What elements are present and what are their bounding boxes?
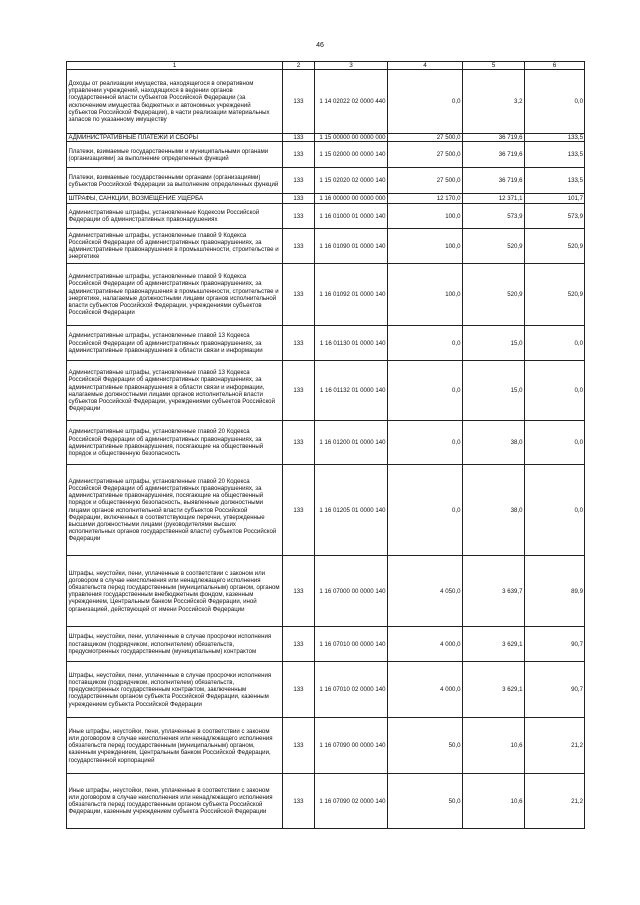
row-actual-cell: 12 371,1: [463, 194, 525, 204]
row-actual-cell: 573,9: [463, 204, 525, 229]
row-name-cell: Административные штрафы, установленные главой 13 Кодекса Российской Федерации об административных правонарушениях, за административные правонарушения в области связи и информации: [67, 326, 283, 361]
table-row: [67, 361, 585, 421]
table-row: [67, 142, 585, 168]
row-plan-cell: 4 000,0: [388, 627, 463, 662]
row-actual-cell: 38,0: [463, 465, 525, 556]
row-plan-cell: 0,0: [388, 326, 463, 361]
row-name-cell: Штрафы, неустойки, пени, уплаченные в случае просрочки исполнения поставщиком (подрядчиком, исполнителем) обязательств, предусмотренных государственным (муниципальным) контрактом: [67, 627, 283, 662]
row-percent-cell: 90,7: [525, 627, 585, 662]
row-actual-cell: 520,9: [463, 264, 525, 326]
row-percent-cell: 21,2: [525, 718, 585, 774]
row-plan-cell: 0,0: [388, 70, 463, 134]
row-plan-cell: 50,0: [388, 774, 463, 829]
row-code-cell: 133: [283, 774, 315, 829]
table-row: [67, 718, 585, 774]
row-kbk-cell: 1 16 01205 01 0000 140: [315, 465, 388, 556]
row-code-cell: 133: [283, 718, 315, 774]
table-row: [67, 264, 585, 326]
row-code-cell: 133: [283, 168, 315, 194]
row-actual-cell: 3,2: [463, 70, 525, 134]
table-row: [67, 229, 585, 264]
row-code-cell: 133: [283, 627, 315, 662]
table-row: [67, 662, 585, 718]
table-row: [67, 168, 585, 194]
row-code-cell: 133: [283, 204, 315, 229]
row-kbk-cell: 1 15 02020 02 0000 140: [315, 168, 388, 194]
table-row: [67, 194, 585, 204]
row-kbk-cell: 1 16 01200 01 0000 140: [315, 421, 388, 465]
row-actual-cell: 36 719,6: [463, 168, 525, 194]
row-kbk-cell: 1 16 01000 01 0000 140: [315, 204, 388, 229]
row-name-cell: Доходы от реализации имущества, находящегося в оперативном управлении учреждений, находящихся в ведении органов государственной власти субъектов Российской Федерации (за исключением имущества бюджетных и автономных учреждений субъектов Российской Федерации), в части реализации материальных запасов по указанному имуществу: [67, 70, 283, 134]
row-plan-cell: 100,0: [388, 264, 463, 326]
row-code-cell: 133: [283, 229, 315, 264]
row-actual-cell: 3 639,7: [463, 556, 525, 627]
row-percent-cell: 89,9: [525, 556, 585, 627]
table-row: [67, 556, 585, 627]
row-kbk-cell: 1 16 07010 00 0000 140: [315, 627, 388, 662]
revenue-table: [66, 61, 585, 829]
table-row: [67, 465, 585, 556]
row-kbk-cell: 1 16 01090 01 0000 140: [315, 229, 388, 264]
row-code-cell: 133: [283, 662, 315, 718]
row-name-cell: ШТРАФЫ, САНКЦИИ, ВОЗМЕЩЕНИЕ УЩЕРБА: [67, 194, 283, 204]
row-percent-cell: 21,2: [525, 774, 585, 829]
row-kbk-cell: 1 16 01130 01 0000 140: [315, 326, 388, 361]
row-kbk-cell: 1 16 07010 02 0000 140: [315, 662, 388, 718]
row-name-cell: Платежи, взимаемые государственными и муниципальными органами (организациями) за выполнение определенных функций: [67, 142, 283, 168]
row-actual-cell: 10,6: [463, 718, 525, 774]
row-percent-cell: 573,9: [525, 204, 585, 229]
row-name-cell: Административные штрафы, установленные главой 20 Кодекса Российской Федерации об административных правонарушениях, за административные правонарушения, посягающие на общественный порядок и общественную безопасность: [67, 421, 283, 465]
row-kbk-cell: 1 16 07090 02 0000 140: [315, 774, 388, 829]
row-percent-cell: 0,0: [525, 465, 585, 556]
row-kbk-cell: 1 16 07090 00 0000 140: [315, 718, 388, 774]
row-name-cell: Иные штрафы, неустойки, пени, уплаченные в соответствии с законом или договором в случае неисполнения или ненадлежащего исполнения обязательств перед государственным (муниципальным) органом, казенным учреждением, Центральным банком Российской Федерации, государственной корпорацией: [67, 718, 283, 774]
row-percent-cell: 0,0: [525, 326, 585, 361]
row-name-cell: Административные штрафы, установленные главой 9 Кодекса Российской Федерации об административных правонарушениях, за административные правонарушения в промышленности, строительстве и энергетике, налагаемые должностными лицами органов исполнительной власти субъектов Российской Федерации, учреждениями субъектов Российской Федерации: [67, 264, 283, 326]
row-plan-cell: 100,0: [388, 229, 463, 264]
row-actual-cell: 15,0: [463, 326, 525, 361]
row-kbk-cell: 1 14 02022 02 0000 440: [315, 70, 388, 134]
row-plan-cell: 27 500,0: [388, 142, 463, 168]
row-name-cell: Административные штрафы, установленные главой 20 Кодекса Российской Федерации об административных правонарушениях, за административные правонарушения, посягающие на общественный порядок и общественную безопасность, выявленные должностными лицами органов исполнительной власти субъектов Российской Федерации, включенных в соответствующие перечни, утвержденные высшими должностными лицами (руководителями высших исполнительных органов государственной власти) субъектов Российской Федерации: [67, 465, 283, 556]
row-plan-cell: 50,0: [388, 718, 463, 774]
row-percent-cell: 90,7: [525, 662, 585, 718]
header-cell: 4: [388, 62, 463, 70]
header-cell: 6: [525, 62, 585, 70]
row-code-cell: 133: [283, 142, 315, 168]
row-actual-cell: 10,6: [463, 774, 525, 829]
table-row: [67, 326, 585, 361]
header-cell: 5: [463, 62, 525, 70]
row-percent-cell: 520,9: [525, 264, 585, 326]
row-code-cell: 133: [283, 465, 315, 556]
row-percent-cell: 133,5: [525, 142, 585, 168]
row-actual-cell: 520,9: [463, 229, 525, 264]
row-plan-cell: 27 500,0: [388, 168, 463, 194]
row-name-cell: Административные штрафы, установленные Кодексом Российской Федерации об административных правонарушениях: [67, 204, 283, 229]
table-row: [67, 70, 585, 134]
row-actual-cell: 15,0: [463, 361, 525, 421]
row-actual-cell: 36 719,6: [463, 134, 525, 142]
page-number: 46: [316, 42, 324, 49]
row-plan-cell: 4 000,0: [388, 662, 463, 718]
table-header-row: [67, 62, 585, 70]
row-plan-cell: 0,0: [388, 465, 463, 556]
row-kbk-cell: 1 16 01092 01 0000 140: [315, 264, 388, 326]
row-percent-cell: 0,0: [525, 361, 585, 421]
row-actual-cell: 3 629,1: [463, 662, 525, 718]
row-code-cell: 133: [283, 134, 315, 142]
row-kbk-cell: 1 16 01132 01 0000 140: [315, 361, 388, 421]
row-name-cell: Иные штрафы, неустойки, пени, уплаченные в соответствии с законом или договором в случае неисполнения или ненадлежащего исполнения обязательств перед государственным органом субъекта Российской Федерации, казенным учреждением субъекта Российской Федерации: [67, 774, 283, 829]
row-percent-cell: 133,5: [525, 134, 585, 142]
row-plan-cell: 100,0: [388, 204, 463, 229]
row-plan-cell: 0,0: [388, 421, 463, 465]
row-percent-cell: 133,5: [525, 168, 585, 194]
row-kbk-cell: 1 16 07000 00 0000 140: [315, 556, 388, 627]
row-percent-cell: 101,7: [525, 194, 585, 204]
table-row: [67, 421, 585, 465]
row-name-cell: АДМИНИСТРАТИВНЫЕ ПЛАТЕЖИ И СБОРЫ: [67, 134, 283, 142]
table-row: [67, 204, 585, 229]
row-plan-cell: 12 170,0: [388, 194, 463, 204]
row-name-cell: Платежи, взимаемые государственными органами (организациями) субъектов Российской Федерации за выполнение определенных функций: [67, 168, 283, 194]
table-row: [67, 134, 585, 142]
row-name-cell: Штрафы, неустойки, пени, уплаченные в случае просрочки исполнения поставщиком (подрядчиком, исполнителем) обязательств, предусмотренных государственным контрактом, заключенным государственным органом субъекта Российской Федерации, казенным учреждением субъекта Российской Федерации: [67, 662, 283, 718]
row-actual-cell: 38,0: [463, 421, 525, 465]
row-kbk-cell: 1 15 02000 00 0000 140: [315, 142, 388, 168]
table-row: [67, 774, 585, 829]
row-code-cell: 133: [283, 361, 315, 421]
row-name-cell: Административные штрафы, установленные главой 13 Кодекса Российской Федерации об административных правонарушениях, за административные правонарушения в области связи и информации, налагаемые должностными лицами органов исполнительной власти субъектов Российской Федерации, учреждениями субъектов Российской Федерации: [67, 361, 283, 421]
row-kbk-cell: 1 16 00000 00 0000 000: [315, 194, 388, 204]
header-cell: 1: [67, 62, 283, 70]
row-code-cell: 133: [283, 421, 315, 465]
row-code-cell: 133: [283, 326, 315, 361]
row-percent-cell: 520,9: [525, 229, 585, 264]
header-cell: 3: [315, 62, 388, 70]
row-name-cell: Административные штрафы, установленные главой 9 Кодекса Российской Федерации об административных правонарушениях, за административные правонарушения в промышленности, строительстве и энергетике: [67, 229, 283, 264]
row-kbk-cell: 1 15 00000 00 0000 000: [315, 134, 388, 142]
row-actual-cell: 36 719,6: [463, 142, 525, 168]
row-plan-cell: 27 500,0: [388, 134, 463, 142]
row-code-cell: 133: [283, 194, 315, 204]
row-plan-cell: 4 050,0: [388, 556, 463, 627]
header-cell: 2: [283, 62, 315, 70]
row-percent-cell: 0,0: [525, 70, 585, 134]
row-code-cell: 133: [283, 264, 315, 326]
row-code-cell: 133: [283, 556, 315, 627]
row-plan-cell: 0,0: [388, 361, 463, 421]
table-row: [67, 627, 585, 662]
row-actual-cell: 3 629,1: [463, 627, 525, 662]
row-name-cell: Штрафы, неустойки, пени, уплаченные в соответствии с законом или договором в случае неисполнения или ненадлежащего исполнения обязательств перед государственным (муниципальным) органом, органом управления государственным внебюджетным фондом, казенным учреждением, Центральным банком Российской Федерации, иной организацией, действующей от имени Российской Федерации: [67, 556, 283, 627]
row-code-cell: 133: [283, 70, 315, 134]
row-percent-cell: 0,0: [525, 421, 585, 465]
